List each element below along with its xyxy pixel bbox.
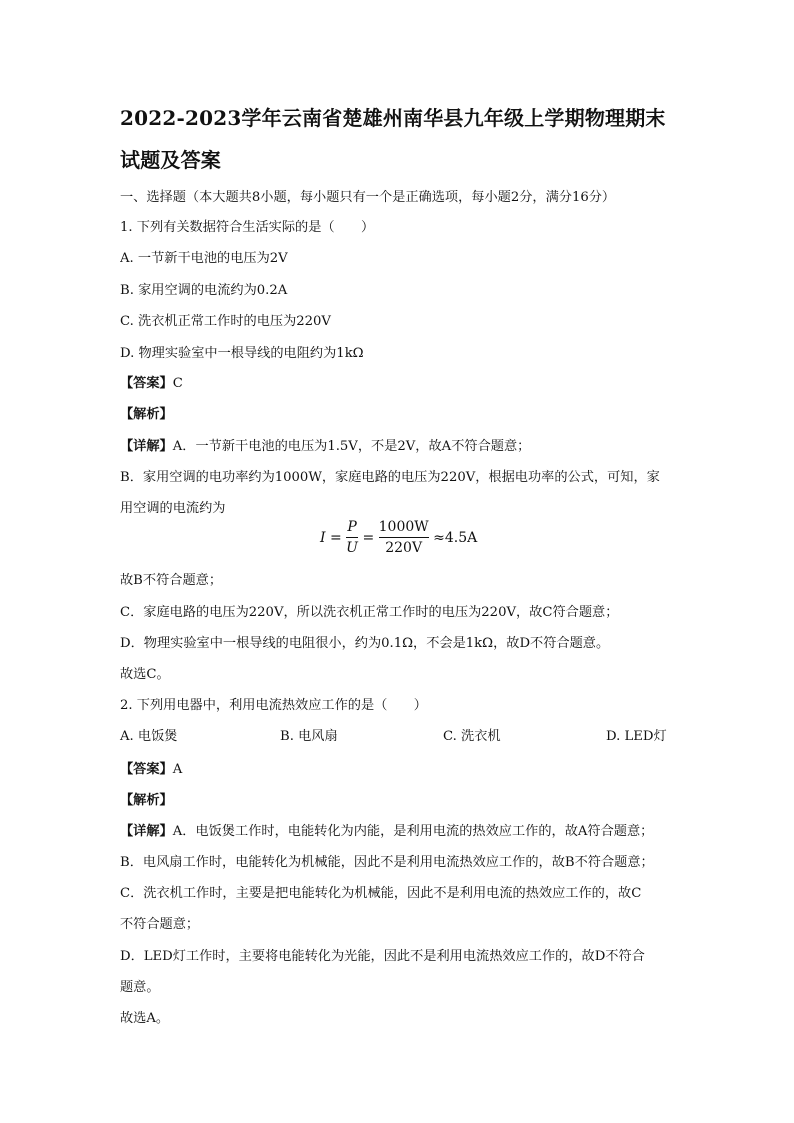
formula-lhs: I <box>320 529 326 546</box>
formula-equals-2: = <box>362 529 375 546</box>
document-title-line-2: 试题及答案 <box>120 148 221 172</box>
q2-option-b: B. 电风扇 <box>280 729 338 744</box>
q2-answer-value: A <box>172 762 183 777</box>
formula-denominator-u: U <box>346 540 358 556</box>
q1-answer-value: C <box>172 376 183 391</box>
q2-option-d: D. LED灯 <box>606 729 667 744</box>
q1-analysis-label: 【解析】 <box>120 407 173 422</box>
document-title-line-1: 2022-2023学年云南省楚雄州南华县九年级上学期物理期末 <box>120 106 666 130</box>
formula-numerator-p: P <box>347 519 357 535</box>
q1-detail-d: D．物理实验室中一根导线的电阻很小，约为0.1Ω，不会是1kΩ，故D不符合题意。 <box>120 636 610 651</box>
formula-result: ≈4.5A <box>433 529 478 546</box>
formula-fraction-bar <box>346 537 358 538</box>
q1-detail-b-line-3: 故B不符合题意； <box>120 573 223 588</box>
q2-answer <box>120 760 680 780</box>
q1-option-c: C. 洗衣机正常工作时的电压为220V <box>120 314 331 329</box>
q2-conclusion: 故选A。 <box>120 1011 170 1026</box>
formula-denominator-voltage: 220V <box>385 540 423 556</box>
q1-option-d: D. 物理实验室中一根导线的电阻约为1kΩ <box>120 346 364 361</box>
q1-stem: 1. 下列有关数据符合生活实际的是（ ） <box>120 220 375 235</box>
q1-detail-b-line-2: 用空调的电流约为 <box>120 501 226 516</box>
q1-detail-a <box>120 437 680 457</box>
formula-equals-1: = <box>329 529 342 546</box>
q1-detail-a-text: A．一节新干电池的电压为1.5V，不是2V，故A不符合题意； <box>172 439 531 454</box>
q2-detail-label: 【详解】 <box>120 824 173 839</box>
q2-detail-a <box>120 822 680 842</box>
q1-detail-b-line-1: B．家用空调的电功率约为1000W，家庭电路的电压为220V，根据电功率的公式，可知，家 <box>120 470 660 485</box>
formula-fraction-p-over-u <box>346 518 358 557</box>
q1-answer <box>120 374 680 394</box>
q2-stem: 2. 下列用电器中，利用电流热效应工作的是（ ） <box>120 698 427 713</box>
formula-fraction-values <box>379 518 429 557</box>
formula-numerator-power: 1000W <box>378 519 429 535</box>
formula-fraction-bar <box>379 537 429 538</box>
q2-option-a: A. 电饭煲 <box>120 729 178 744</box>
q2-detail-a-text: A．电饭煲工作时，电能转化为内能，是利用电流的热效应工作的，故A符合题意； <box>172 824 654 839</box>
q2-detail-c-line-2: 不符合题意； <box>120 917 200 932</box>
q2-detail-b: B．电风扇工作时，电能转化为机械能，因此不是利用电流热效应工作的，故B不符合题意； <box>120 855 654 870</box>
q1-answer-label: 【答案】 <box>120 376 173 391</box>
q2-detail-c-line-1: C．洗衣机工作时，主要是把电能转化为机械能，因此不是利用电流的热效应工作的，故C <box>120 886 642 901</box>
q1-conclusion: 故选C。 <box>120 667 170 682</box>
section-header: 一、选择题（本大题共8小题，每小题只有一个是正确选项，每小题2分，满分16分） <box>120 190 616 205</box>
q1-detail-c: C．家庭电路的电压为220V，所以洗衣机正常工作时的电压为220V，故C符合题意； <box>120 605 619 620</box>
q2-option-c: C. 洗衣机 <box>443 729 501 744</box>
q2-detail-d-line-2: 题意。 <box>120 980 160 995</box>
q2-analysis-label: 【解析】 <box>120 793 173 808</box>
q2-answer-label: 【答案】 <box>120 762 173 777</box>
q1-detail-label: 【详解】 <box>120 439 173 454</box>
q2-detail-d-line-1: D．LED灯工作时，主要将电能转化为光能，因此不是利用电流热效应工作的，故D不符合 <box>120 949 645 964</box>
q1-current-formula <box>320 518 490 566</box>
q1-option-a: A. 一节新干电池的电压为2V <box>120 251 288 266</box>
q1-option-b: B. 家用空调的电流约为0.2A <box>120 283 288 298</box>
q2-options-row <box>120 727 680 747</box>
